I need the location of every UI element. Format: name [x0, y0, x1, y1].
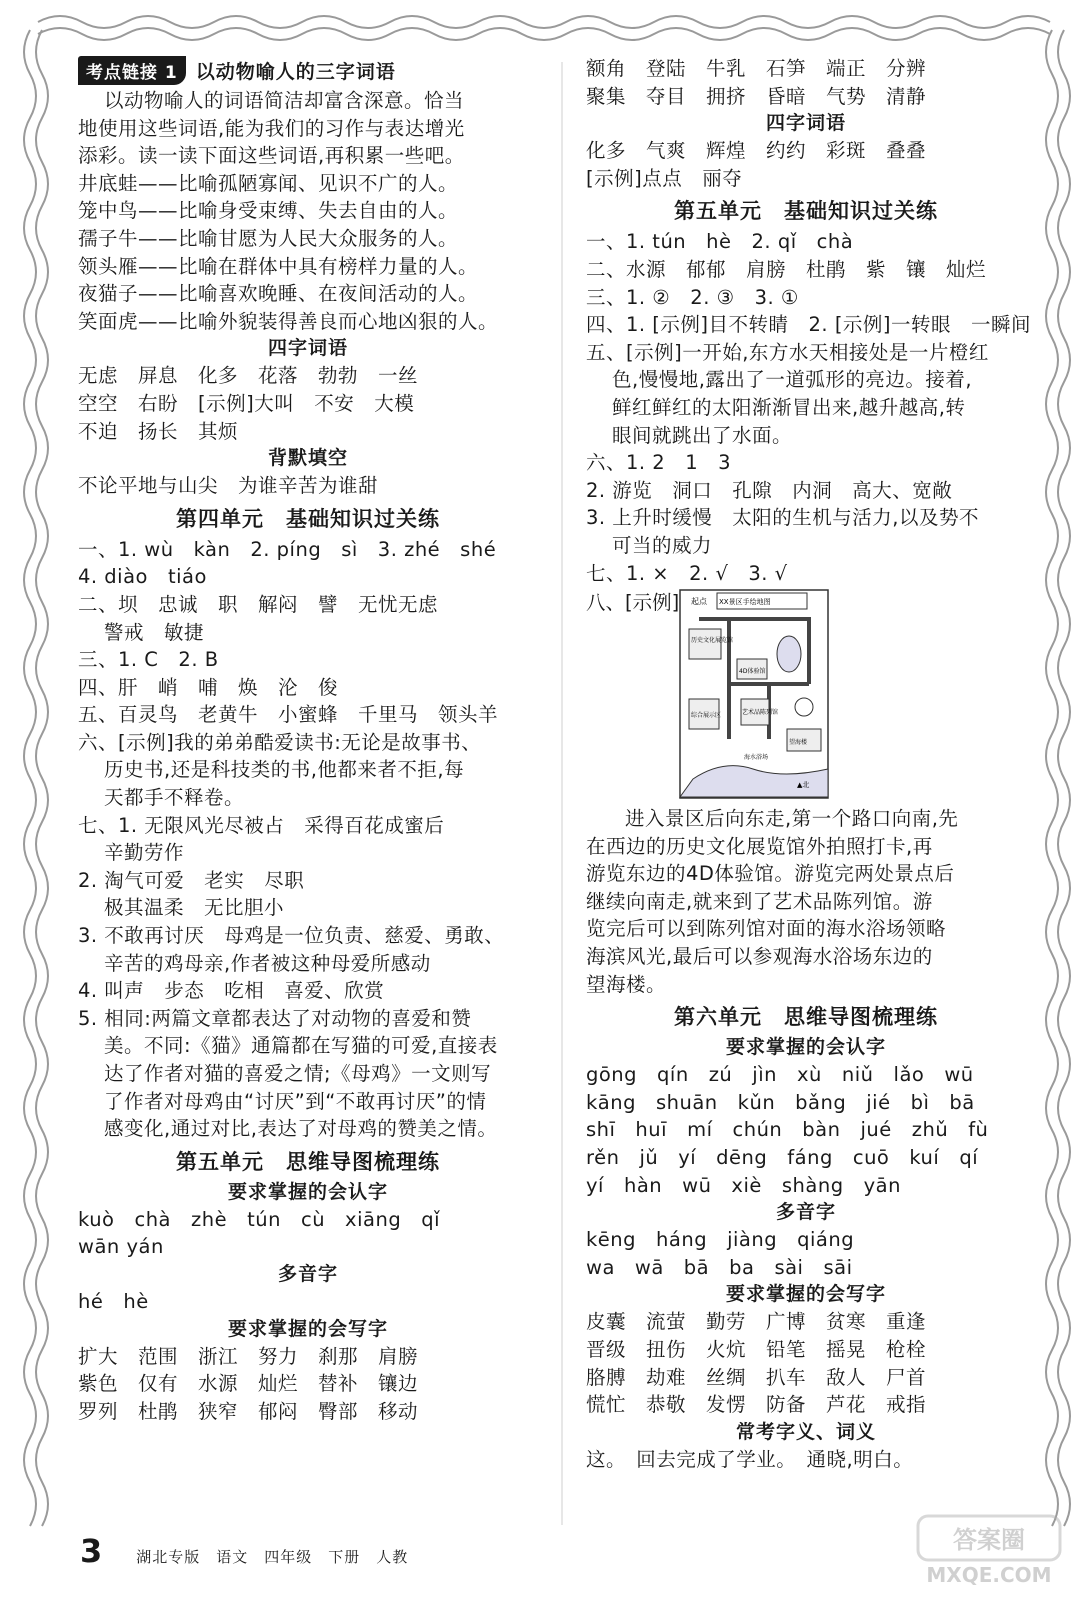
answer-line: wān yán: [78, 1235, 164, 1259]
answer-line: 2. 淘气可爱 老实 尽职: [78, 868, 305, 892]
answer-line: 六、[示例]我的弟弟酷爱读书:无论是故事书、: [78, 730, 482, 754]
answer-line: 罗列 杜鹃 狭窄 郁闷 臀部 移动: [78, 1399, 419, 1423]
answer-line: 眼间就跳出了水面。: [612, 423, 793, 447]
answer-line: 四、肝 峭 哺 焕 沦 俊: [78, 675, 339, 699]
answer-line: 夜猫子——比喻喜欢晚睡、在夜间活动的人。: [78, 282, 479, 306]
answer-line: 七、1. 无限风光尽被占 采得百花成蜜后: [78, 813, 445, 837]
kd-header: [78, 55, 538, 85]
map-place-label: 历史文化展览馆: [691, 637, 734, 645]
sub-heading: 要求掌握的会认字: [725, 1036, 886, 1059]
answer-line: 4. diào tiáo: [78, 565, 207, 589]
answer-line: 以动物喻人的词语简洁却富含深意。恰当: [104, 89, 465, 112]
sub-heading: 要求掌握的会写字: [725, 1283, 886, 1306]
answer-line: 不迫 扬长 其烦: [78, 419, 239, 443]
answer-line: 色,慢慢地,露出了一道弧形的亮边。接着,: [612, 368, 973, 392]
left-column: [78, 55, 538, 1425]
answer-line: 海滨风光,最后可以参观海水浴场东边的: [586, 945, 933, 969]
answer-line: 七、1. × 2. √ 3. √: [586, 561, 788, 585]
answer-line: 地使用这些词语,能为我们的习作与表达增光: [78, 116, 465, 140]
answer-line: 可当的威力: [612, 533, 713, 557]
watermark-logo: [914, 1510, 1064, 1590]
answer-line: 四、1. [示例]目不转睛 2. [示例]一转眼 一瞬间: [586, 313, 1032, 337]
answer-line: 3. 上升时缓慢 太阳的生机与活力,以及势不: [586, 506, 980, 530]
answer-line: 添彩。读一读下面这些词语,再积累一些吧。: [78, 144, 465, 168]
answer-line: 进入景区后向东走,第一个路口向南,先: [625, 807, 959, 831]
answer-line: 空空 右盼 [示例]大叫 不安 大模: [78, 391, 415, 415]
answer-line: 六、1. 2 1 3: [586, 451, 732, 475]
answer-line: 3. 不敢再讨厌 母鸡是一位负责、慈爱、勇敢、: [78, 924, 505, 948]
answer-line: 望海楼。: [586, 972, 667, 996]
answer-line: kuò chà zhè tún cù xiāng qǐ: [78, 1207, 440, 1231]
answer-line: 在西边的历史文化展览馆外拍照打卡,再: [586, 834, 933, 858]
answer-line: 五、[示例]一开始,东方水天相接处是一片橙红: [586, 340, 989, 364]
answer-line: 4. 叫声 步态 吃相 喜爱、欣赏: [78, 979, 385, 1003]
answer-line: 三、1. ② 2. ③ 3. ①: [586, 285, 799, 309]
answer-line: gōng qín zú jìn xù niǔ lǎo wū: [586, 1063, 974, 1087]
map-title-label: XX景区手绘地图: [719, 598, 771, 607]
answer-line: 这。 回去完成了学业。 通晓,明白。: [586, 1447, 914, 1471]
map-place-label: 海水浴场: [744, 754, 769, 762]
answer-line: kāng shuān kǔn bǎng jié bì bā: [586, 1090, 975, 1114]
answer-line: 笑面虎——比喻外貌装得善良而心地凶狠的人。: [78, 309, 499, 333]
answer-line: 笼中鸟——比喻身受束缚、失去自由的人。: [78, 199, 459, 223]
answer-line: shī huī mí chún bàn jué zhǔ fù: [586, 1118, 989, 1142]
answer-line: 聚集 夺目 拥挤 昏暗 气势 清静: [586, 84, 927, 108]
answer-line: 极其温柔 无比胆小: [104, 896, 285, 920]
answer-line: 了作者对母鸡由“讨厌”到“不敢再讨厌”的情: [104, 1089, 487, 1113]
sub-heading: 多音字: [775, 1201, 836, 1224]
section-heading: 第五单元 思维导图梳理练: [176, 1149, 440, 1174]
answer-line: 孺子牛——比喻甘愿为人民大众服务的人。: [78, 226, 459, 250]
footer-edition-text: 湖北专版 语文 四年级 下册 人教: [136, 1548, 409, 1566]
answer-line: 警戒 敏捷: [104, 620, 205, 644]
answer-line: 化多 气爽 辉煌 约约 彩斑 叠叠: [586, 139, 927, 163]
answer-line: 不论平地与山尖 为谁辛苦为谁甜: [78, 474, 379, 498]
kd-title: 以动物喻人的三字词语: [195, 60, 396, 83]
answer-line: 2. 游览 洞口 孔隙 内洞 高大、宽敞: [586, 478, 953, 502]
answer-line: 一、1. wù kàn 2. píng sì 3. zhé shé: [78, 537, 497, 561]
answer-line: 继续向南走,就来到了艺术品陈列馆。游: [586, 889, 933, 913]
answer-line: 览完后可以到陈列馆对面的海水浴场领略: [586, 917, 947, 941]
answer-line: 辛勤劳作: [104, 841, 185, 865]
answer-line: 鲜红鲜红的太阳渐渐冒出来,越升越高,转: [612, 395, 966, 419]
answer-line: 晋级 扭伤 火炕 铅笔 摇晃 枪栓: [586, 1338, 927, 1361]
sub-heading: 四字词语: [267, 337, 348, 360]
answer-line: yí hàn wū xiè shàng yān: [586, 1173, 901, 1197]
kd-tag-label: 考点链接 1: [78, 56, 186, 85]
answer-line: hé hè: [78, 1289, 149, 1313]
answer-line: 额角 登陆 牛乳 石笋 端正 分辨: [586, 57, 927, 80]
page-number: 3: [80, 1532, 103, 1570]
answer-line: 皮囊 流萤 勤劳 广博 贫寒 重逢: [586, 1310, 927, 1334]
scenic-area-hand-drawn-map: [679, 589, 829, 799]
map-start-label: 起点: [691, 597, 708, 607]
answer-line: 5. 相同:两篇文章都表达了对动物的喜爱和赞: [78, 1006, 472, 1030]
answer-line: 紫色 仅有 水源 灿烂 替补 镶边: [78, 1372, 419, 1396]
svg-text:答案圈: 答案圈: [953, 1526, 1025, 1554]
answer-line: [示例]点点 丽夺: [586, 166, 743, 190]
map-place-label: 望海楼: [789, 739, 808, 747]
answer-line: 一、1. tún hè 2. qǐ chà: [586, 230, 854, 254]
map-north-label: ▲北: [797, 781, 810, 790]
answer-line: 二、坝 忠诚 职 解闷 譬 无忧无虑: [78, 592, 439, 616]
answer-line: rěn jǔ yí dēng fáng cuō kuí qí: [586, 1146, 979, 1170]
map-answer-label: 八、[示例]: [586, 591, 680, 615]
answer-line: 美。不同:《猫》通篇都在写猫的可爱,直接表: [104, 1034, 498, 1058]
sub-heading: 多音字: [277, 1262, 338, 1285]
answer-line: 胳膊 劫难 丝绸 扒车 敌人 尸首: [586, 1365, 927, 1389]
answer-line: 五、百灵鸟 老黄牛 小蜜蜂 千里马 领头羊: [78, 703, 499, 727]
answer-line: 天都手不释卷。: [104, 786, 245, 810]
sub-heading: 要求掌握的会写字: [227, 1317, 388, 1340]
sub-heading: 常考字义、词义: [735, 1420, 876, 1443]
page-footer: [80, 1532, 408, 1570]
answer-line: 二、水源 郁郁 肩膀 杜鹃 紫 镶 灿烂: [586, 257, 987, 281]
section-heading: 第五单元 基础知识过关练: [674, 199, 938, 224]
svg-text:MXQE.COM: MXQE.COM: [926, 1563, 1052, 1587]
answer-line: 感变化,通过对比,表达了对母鸡的赞美之情。: [104, 1117, 498, 1141]
answer-line: wa wā bā ba sài sāi: [586, 1255, 853, 1279]
answer-line: 历史书,还是科技类的书,他都来者不拒,每: [104, 758, 465, 782]
sub-heading: 要求掌握的会认字: [227, 1180, 388, 1203]
answer-line: 无虑 屏息 化多 花落 勃勃 一丝: [78, 364, 419, 388]
answer-line: 游览东边的4D体验馆。游览完两处景点后: [586, 862, 955, 886]
answer-line: 领头雁——比喻在群体中具有榜样力量的人。: [78, 254, 479, 278]
answer-line: 辛苦的鸡母亲,作者被这种母爱所感动: [104, 951, 431, 975]
answer-line: 扩大 范围 浙江 努力 刹那 肩膀: [78, 1344, 419, 1368]
section-heading: 第六单元 思维导图梳理练: [674, 1005, 938, 1030]
map-place-label: 4D体验馆: [739, 668, 766, 676]
sub-heading: 四字词语: [765, 112, 846, 135]
section-heading: 第四单元 基础知识过关练: [176, 506, 440, 531]
answer-line: 慌忙 恭敬 发愣 防备 芦花 戒指: [586, 1393, 927, 1417]
map-place-label: 艺术品陈列馆: [742, 709, 779, 717]
answer-line: 井底蛙——比喻孤陋寡闻、见识不广的人。: [78, 171, 459, 195]
map-place-label: 综合展示区: [691, 712, 722, 720]
map-answer-block: [586, 589, 1026, 799]
answer-line: kēng háng jiàng qiáng: [586, 1228, 855, 1252]
right-column: [586, 55, 1032, 1473]
answer-line: 达了作者对猫的喜爱之情;《母鸡》一文则写: [104, 1062, 492, 1085]
sub-heading: 背默填空: [267, 447, 348, 470]
answer-line: 三、1. C 2. B: [78, 648, 219, 672]
